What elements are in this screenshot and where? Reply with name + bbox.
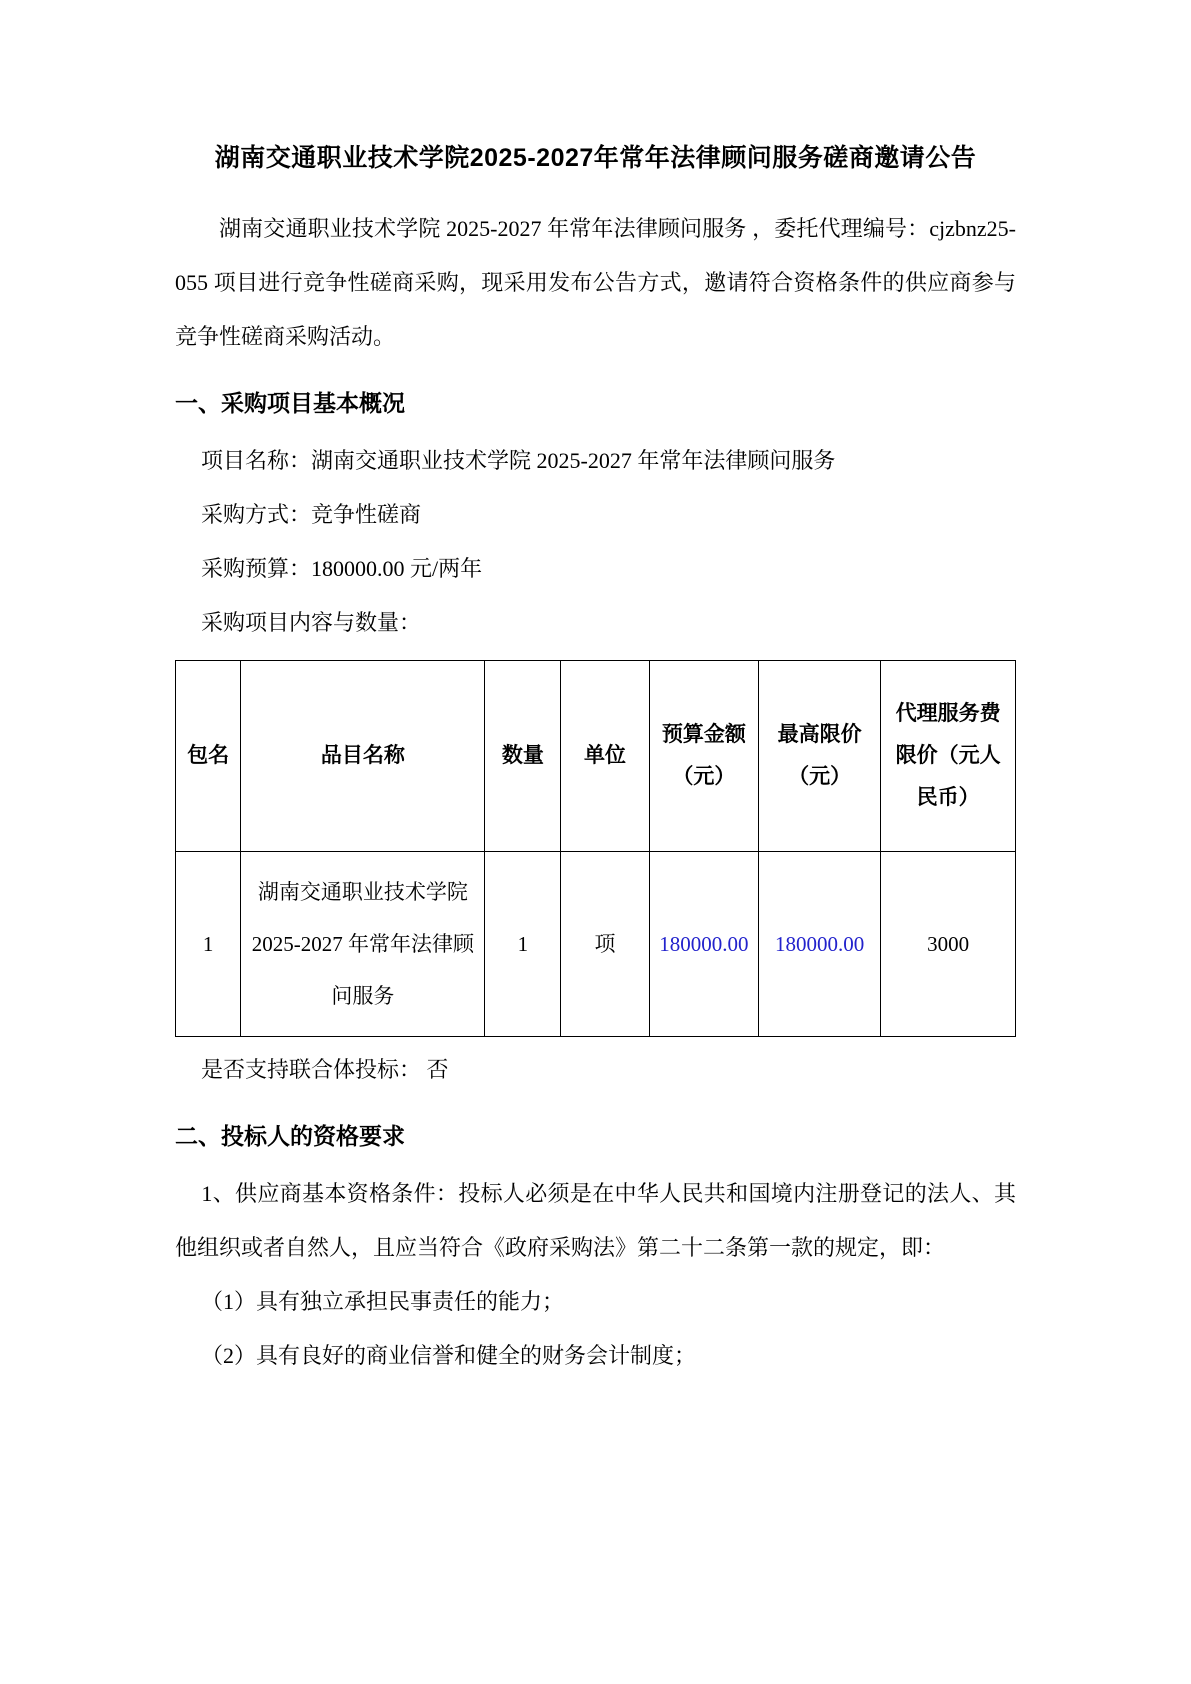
joint-bid-line: 是否支持联合体投标： 否 bbox=[201, 1057, 449, 1082]
cell-unit: 项 bbox=[561, 852, 649, 1037]
content-quantity-line: 采购项目内容与数量： bbox=[201, 610, 422, 635]
procurement-items-table bbox=[175, 660, 1016, 1037]
procurement-method-line: 采购方式：竞争性磋商 bbox=[201, 502, 422, 527]
qualification-item-1: （1）具有独立承担民事责任的能力； bbox=[201, 1289, 565, 1314]
cell-pack: 1 bbox=[176, 852, 241, 1037]
cell-quantity: 1 bbox=[485, 852, 561, 1037]
intro-paragraph: 湖南交通职业技术学院 2025-2027 年常年法律顾问服务 ，委托代理编号：cjzbnz25-055 项目进行竞争性磋商采购，现采用发布公告方式，邀请符合资格条件的供应商参与竞争性磋商采购活动。 bbox=[175, 216, 1016, 349]
budget-line: 采购预算：180000.00 元/两年 bbox=[201, 556, 483, 581]
table-header-item-name: 品目名称 bbox=[241, 661, 485, 852]
qualification-item-2: （2）具有良好的商业信誉和健全的财务会计制度； bbox=[201, 1343, 697, 1368]
cell-budget: 180000.00 bbox=[649, 852, 758, 1037]
cell-max-price: 180000.00 bbox=[759, 852, 881, 1037]
qualification-paragraph: 1、供应商基本资格条件：投标人必须是在中华人民共和国境内注册登记的法人、其他组织或者自然人，且应当符合《政府采购法》第二十二条第一款的规定，即： bbox=[175, 1181, 1016, 1260]
table-header-budget: 预算金额（元） bbox=[649, 661, 758, 852]
table-header-max-price: 最高限价（元） bbox=[759, 661, 881, 852]
table-header-quantity: 数量 bbox=[485, 661, 561, 852]
table-header-row bbox=[176, 661, 1016, 852]
project-name-line: 项目名称：湖南交通职业技术学院 2025-2027 年常年法律顾问服务 bbox=[201, 448, 836, 473]
table-header-agent-fee: 代理服务费限价（元人民币） bbox=[881, 661, 1016, 852]
cell-item-name: 湖南交通职业技术学院 2025-2027 年常年法律顾问服务 bbox=[241, 852, 485, 1037]
table-header-unit: 单位 bbox=[561, 661, 649, 852]
cell-agent-fee: 3000 bbox=[881, 852, 1016, 1037]
section-heading-2: 二、投标人的资格要求 bbox=[175, 1123, 405, 1149]
table-header-pack: 包名 bbox=[176, 661, 241, 852]
section-heading-1: 一、采购项目基本概况 bbox=[175, 390, 405, 416]
table-row bbox=[176, 852, 1016, 1037]
page-title: 湖南交通职业技术学院2025-2027年常年法律顾问服务磋商邀请公告 bbox=[214, 144, 977, 172]
